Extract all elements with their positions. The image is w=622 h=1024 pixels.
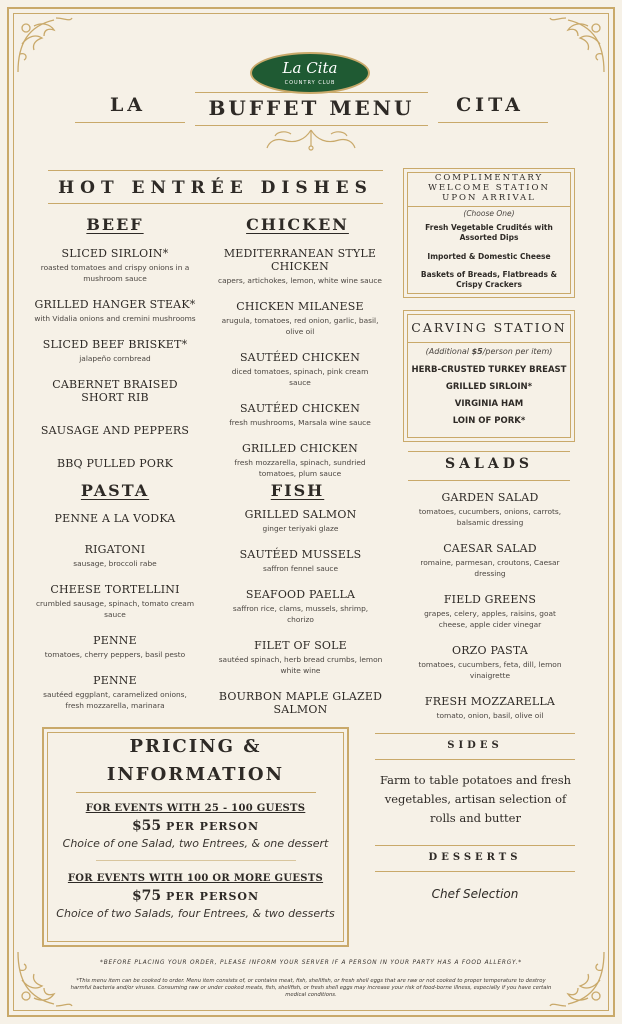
tier-events: FOR EVENTS WITH 100 OR MORE GUESTS xyxy=(67,873,324,884)
beef-title: BEEF xyxy=(86,215,144,234)
item-desc: diced tomatoes, spinach, pink cream sauce xyxy=(231,367,369,387)
carving-note-price: $5 xyxy=(471,347,483,356)
chicken-title: CHICKEN xyxy=(246,215,349,234)
sides-title: SIDES xyxy=(447,740,503,751)
carving-divider xyxy=(408,342,570,343)
desserts-rule-top xyxy=(375,845,575,846)
desserts-title: DESSERTS xyxy=(428,852,522,863)
list-item xyxy=(34,634,196,660)
hot-entree-title: HOT ENTRÉE DISHES xyxy=(58,178,373,198)
item-desc: capers, artichokes, lemon, white wine sauce xyxy=(218,276,382,285)
item-desc: jalapeño cornbread xyxy=(79,354,151,363)
item-name: SAUTÉED CHICKEN xyxy=(239,402,361,415)
item-desc: saffron fennel sauce xyxy=(262,564,339,573)
item-name: FRESH MOZZARELLA xyxy=(424,695,556,708)
salads-rule-top xyxy=(408,451,570,452)
fish-title: FISH xyxy=(270,481,325,500)
list-item xyxy=(205,300,395,337)
list-item xyxy=(34,674,196,711)
item-name: SAUTÉED CHICKEN xyxy=(239,351,361,364)
pricing-title-rule xyxy=(76,792,316,793)
pasta-list xyxy=(34,512,196,725)
item-name: ORZO PASTA xyxy=(451,644,528,657)
salads-rule-bottom xyxy=(408,480,570,481)
item-name: PENNE A LA VODKA xyxy=(54,512,176,525)
item-name: GARDEN SALAD xyxy=(441,491,539,504)
item-name: SEAFOOD PAELLA xyxy=(245,588,356,601)
section-rule-bottom xyxy=(48,203,383,204)
list-item xyxy=(34,543,196,569)
fish-list xyxy=(208,508,393,730)
list-item xyxy=(410,644,570,681)
tier-price xyxy=(44,818,347,834)
header-right-word: CITA xyxy=(456,94,524,116)
page-title: BUFFET MENU xyxy=(195,92,428,126)
carving-note-prefix: (Additional xyxy=(425,347,472,356)
raw-food-disclaimer: *This menu item can be cooked to order. Menu item consists of, or contains meat, fish, shellfish, or fresh shell eggs that are raw or not cooked to proper temperature to destroy harmful bacteria and/or viruses. Consuming raw or under cooked meats, fish, shellfish, or fresh shell eggs may increase your risk of food-borne illness, especially if you have certain medical conditions. xyxy=(70,978,552,998)
list-item xyxy=(410,491,570,528)
item-desc: sautéed eggplant, caramelized onions, fresh mozzarella, marinara xyxy=(43,690,187,710)
tier-choice: Choice of two Salads, four Entrees, & two desserts xyxy=(56,907,335,920)
desserts-text: Chef Selection xyxy=(431,887,519,901)
item-name: BBQ PULLED PORK xyxy=(56,457,174,470)
item-desc: tomatoes, cucumbers, feta, dill, lemon vinaigrette xyxy=(418,660,562,680)
list-item xyxy=(34,298,196,324)
corner-flourish-icon xyxy=(14,14,76,76)
tier-events: FOR EVENTS WITH 25 - 100 GUESTS xyxy=(85,803,306,814)
club-logo xyxy=(250,52,370,94)
item-name: SAUSAGE AND PEPPERS xyxy=(40,424,190,437)
list-item xyxy=(208,508,393,534)
pricing-title-line1: PRICING & xyxy=(129,736,262,757)
item-name: PENNE xyxy=(93,634,137,647)
chicken-list xyxy=(205,247,395,493)
item-name: GRILLED HANGER STEAK* xyxy=(34,298,196,311)
welcome-title-line1: COMPLIMENTARY xyxy=(434,173,544,183)
item-desc: roasted tomatoes and crispy onions in a mushroom sauce xyxy=(40,263,190,283)
item-name: FIELD GREENS xyxy=(443,593,537,606)
corner-flourish-icon xyxy=(546,14,608,76)
item-desc: saffron rice, clams, mussels, shrimp, chorizo xyxy=(232,604,369,624)
pricing-divider xyxy=(96,860,296,861)
menu-header xyxy=(0,92,622,126)
item-desc: sausage, broccoli rabe xyxy=(73,559,157,568)
list-item xyxy=(205,351,395,388)
item-name: GRILLED CHICKEN xyxy=(241,442,358,455)
welcome-item: Imported & Domestic Cheese xyxy=(427,252,551,261)
list-item xyxy=(410,695,570,721)
item-desc: romaine, parmesan, croutons, Caesar dressing xyxy=(420,558,560,578)
sides-text: Farm to table potatoes and fresh vegetables, artisan selection of rolls and butter xyxy=(379,773,572,825)
salads-list xyxy=(410,491,570,735)
logo-subtitle: COUNTRY CLUB xyxy=(284,80,336,86)
list-item xyxy=(410,593,570,630)
pricing-box xyxy=(42,727,349,947)
item-name: MEDITERRANEAN STYLE CHICKEN xyxy=(223,247,377,273)
header-flourish-icon xyxy=(255,126,367,152)
tier-price-unit: PER PERSON xyxy=(166,890,260,903)
welcome-title-line2: WELCOME STATION xyxy=(428,183,550,193)
item-name: SLICED SIRLOIN* xyxy=(61,247,169,260)
list-item xyxy=(208,588,393,625)
item-desc: fresh mozzarella, spinach, sundried tomatoes, plum sauce xyxy=(234,458,366,478)
item-desc: tomatoes, cherry peppers, basil pesto xyxy=(44,650,186,659)
item-desc: with Vidalia onions and cremini mushrooms xyxy=(34,314,196,323)
list-item xyxy=(208,548,393,574)
header-left-word: LA xyxy=(109,94,147,116)
pricing-title-line2: INFORMATION xyxy=(106,764,285,785)
item-desc: crumbled sausage, spinach, tomato cream sauce xyxy=(35,599,195,619)
item-desc: grapes, celery, apples, raisins, goat cheese, apple cider vinegar xyxy=(424,609,556,629)
item-name: RIGATONI xyxy=(84,543,146,556)
tier-price-value: $75 xyxy=(131,888,162,904)
item-name: GRILLED SALMON xyxy=(244,508,357,521)
salads-title: SALADS xyxy=(445,456,533,472)
list-item xyxy=(34,247,196,284)
item-name: CABERNET BRAISED SHORT RIB xyxy=(52,378,178,404)
item-desc: sautéed spinach, herb bread crumbs, lemon white wine xyxy=(218,655,383,675)
item-name: SAUTÉED MUSSELS xyxy=(239,548,362,561)
item-name: SLICED BEEF BRISKET* xyxy=(42,338,188,351)
item-desc: tomato, onion, basil, olive oil xyxy=(436,711,544,720)
header-left-rule xyxy=(75,122,185,123)
item-name: PENNE xyxy=(93,674,137,687)
item-desc: arugula, tomatoes, red onion, garlic, basil, olive oil xyxy=(221,316,379,336)
list-item xyxy=(34,512,196,525)
item-name: BOURBON MAPLE GLAZED SALMON xyxy=(218,690,383,716)
item-desc: ginger teriyaki glaze xyxy=(262,524,339,533)
item-name: CAESAR SALAD xyxy=(443,542,537,555)
carving-station-box xyxy=(403,310,575,442)
list-item xyxy=(208,639,393,676)
carving-item: GRILLED SIRLOIN* xyxy=(445,382,533,392)
corner-flourish-icon xyxy=(546,948,608,1010)
item-name: CHEESE TORTELLINI xyxy=(50,583,180,596)
logo-script: La Cita xyxy=(282,59,338,77)
choose-one-note: (Choose One) xyxy=(463,209,515,218)
tier-price xyxy=(44,888,347,904)
item-desc: tomatoes, cucumbers, onions, carrots, balsamic dressing xyxy=(418,507,562,527)
allergy-notice: *BEFORE PLACING YOUR ORDER, PLEASE INFORM YOUR SERVER IF A PERSON IN YOUR PARTY HAS A FOOD ALLERGY.* xyxy=(100,960,522,966)
beef-list xyxy=(34,247,196,484)
list-item xyxy=(34,338,196,364)
item-name: CHICKEN MILANESE xyxy=(236,300,364,313)
list-item xyxy=(34,424,196,437)
tier-price-value: $55 xyxy=(131,818,162,834)
section-rule-top xyxy=(48,170,383,171)
carving-note xyxy=(404,347,574,356)
sides-rule-top xyxy=(375,733,575,734)
welcome-station-box xyxy=(403,168,575,298)
carving-title: CARVING STATION xyxy=(411,320,567,335)
welcome-item: Fresh Vegetable Crudités with Assorted Dips xyxy=(425,223,553,242)
carving-item: VIRGINIA HAM xyxy=(454,399,524,409)
item-desc: fresh mushrooms, Marsala wine sauce xyxy=(229,418,371,427)
item-name: FILET OF SOLE xyxy=(254,639,347,652)
tier-price-unit: PER PERSON xyxy=(166,820,260,833)
list-item xyxy=(208,690,393,716)
tier-choice: Choice of one Salad, two Entrees, & one dessert xyxy=(62,837,329,850)
list-item xyxy=(34,457,196,470)
carving-item: HERB-CRUSTED TURKEY BREAST xyxy=(411,365,567,375)
carving-note-suffix: /person per item) xyxy=(482,347,553,356)
list-item xyxy=(410,542,570,579)
list-item xyxy=(205,442,395,479)
welcome-item: Baskets of Breads, Flatbreads & Crispy Crackers xyxy=(420,270,558,289)
welcome-title-line3: UPON ARRIVAL xyxy=(442,193,536,203)
carving-item: LOIN OF PORK* xyxy=(452,416,526,426)
desserts-rule-bottom xyxy=(375,871,575,872)
corner-flourish-icon xyxy=(14,948,76,1010)
list-item xyxy=(205,402,395,428)
pasta-title: PASTA xyxy=(80,481,150,500)
header-right-rule xyxy=(438,122,548,123)
welcome-divider xyxy=(408,206,570,207)
sides-rule-bottom xyxy=(375,759,575,760)
list-item xyxy=(205,247,395,286)
list-item xyxy=(34,378,196,404)
list-item xyxy=(34,583,196,620)
